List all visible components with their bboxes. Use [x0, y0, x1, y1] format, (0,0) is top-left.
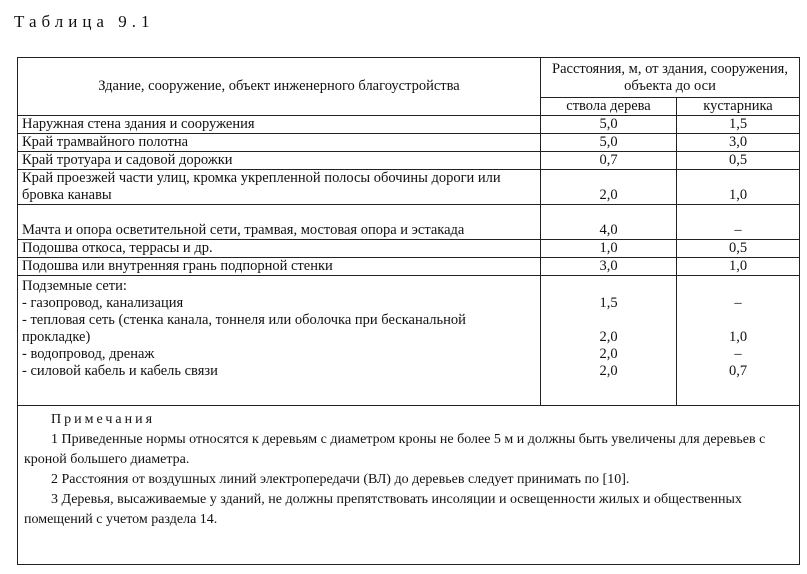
table-row	[18, 170, 800, 205]
underground-tree-value: 2,0	[599, 346, 618, 362]
header-shrub: кустарника	[677, 98, 800, 116]
row-label: Край тротуара и садовой дорожки	[18, 152, 541, 170]
row-shrub-value: 3,0	[677, 134, 800, 152]
underground-shrub-value: 1,0	[728, 329, 748, 345]
table-row	[18, 258, 800, 276]
underground-item-label: - водопровод, дренаж	[22, 346, 155, 362]
header-distance-group: Расстояния, м, от здания, сооружения, объекта до оси	[541, 58, 800, 98]
header-tree: ствола дерева	[541, 98, 677, 116]
underground-shrub-value: –	[734, 295, 742, 311]
notes-title: Примечания	[51, 411, 156, 427]
header-object: Здание, сооружение, объект инженерного благоустройства	[18, 58, 541, 116]
row-shrub-value: 1,0	[677, 258, 800, 276]
row-label: Подошва откоса, террасы и др.	[18, 240, 541, 258]
table-row	[18, 205, 800, 240]
row-label: Край трамвайного полотна	[18, 134, 541, 152]
table-row	[18, 152, 800, 170]
underground-title: Подземные сети:	[22, 278, 127, 294]
row-shrub-value: 0,5	[677, 152, 800, 170]
distance-table	[17, 57, 800, 565]
table-caption: Таблица 9.1	[14, 12, 155, 31]
underground-item-label: - газопровод, канализация	[22, 295, 184, 311]
underground-item-label: - тепловая сеть (стенка канала, тоннеля или оболочка при бесканальной прокладке)	[22, 312, 466, 345]
underground-shrub-value: –	[734, 346, 742, 362]
underground-tree-value: 1,5	[599, 295, 618, 311]
notes-cell	[18, 405, 800, 564]
underground-shrub-value: 0,7	[728, 363, 748, 379]
row-tree-value: 3,0	[541, 258, 677, 276]
row-tree-value: 1,0	[541, 240, 677, 258]
row-label: Мачта и опора осветительной сети, трамвая, мостовая опора и эстакада	[18, 205, 541, 240]
row-tree-value: 5,0	[541, 116, 677, 134]
underground-networks-row	[18, 276, 800, 406]
row-shrub-value: 1,0	[677, 170, 800, 205]
row-tree-value: 2,0	[541, 170, 677, 205]
table-row	[18, 116, 800, 134]
note-item: 3 Деревья, высаживаемые у зданий, не должны препятствовать инсоляции и освещенности жилых и общественных помещений с учетом раздела 14.	[24, 491, 742, 527]
row-label: Край проезжей части улиц, кромка укрепленной полосы обочины дороги или бровка канавы	[18, 170, 541, 205]
table-row	[18, 134, 800, 152]
note-item: 2 Расстояния от воздушных линий электропередачи (ВЛ) до деревьев следует принимать по [10].	[51, 471, 630, 487]
underground-item-label: - силовой кабель и кабель связи	[22, 363, 218, 379]
notes-row	[18, 405, 800, 564]
row-label: Наружная стена здания и сооружения	[18, 116, 541, 134]
underground-tree-value: 2,0	[599, 329, 618, 345]
row-shrub-value: 0,5	[677, 240, 800, 258]
row-shrub-value: 1,5	[677, 116, 800, 134]
row-label: Подошва или внутренняя грань подпорной стенки	[18, 258, 541, 276]
row-tree-value: 4,0	[541, 205, 677, 240]
note-item: 1 Приведенные нормы относятся к деревьям с диаметром кроны не более 5 м и должны быть увеличены для деревьев с кроной большего диаметра.	[24, 431, 766, 467]
underground-tree-value: 2,0	[599, 363, 618, 379]
table-row	[18, 240, 800, 258]
row-tree-value: 0,7	[541, 152, 677, 170]
row-tree-value: 5,0	[541, 134, 677, 152]
row-shrub-value: –	[677, 205, 800, 240]
